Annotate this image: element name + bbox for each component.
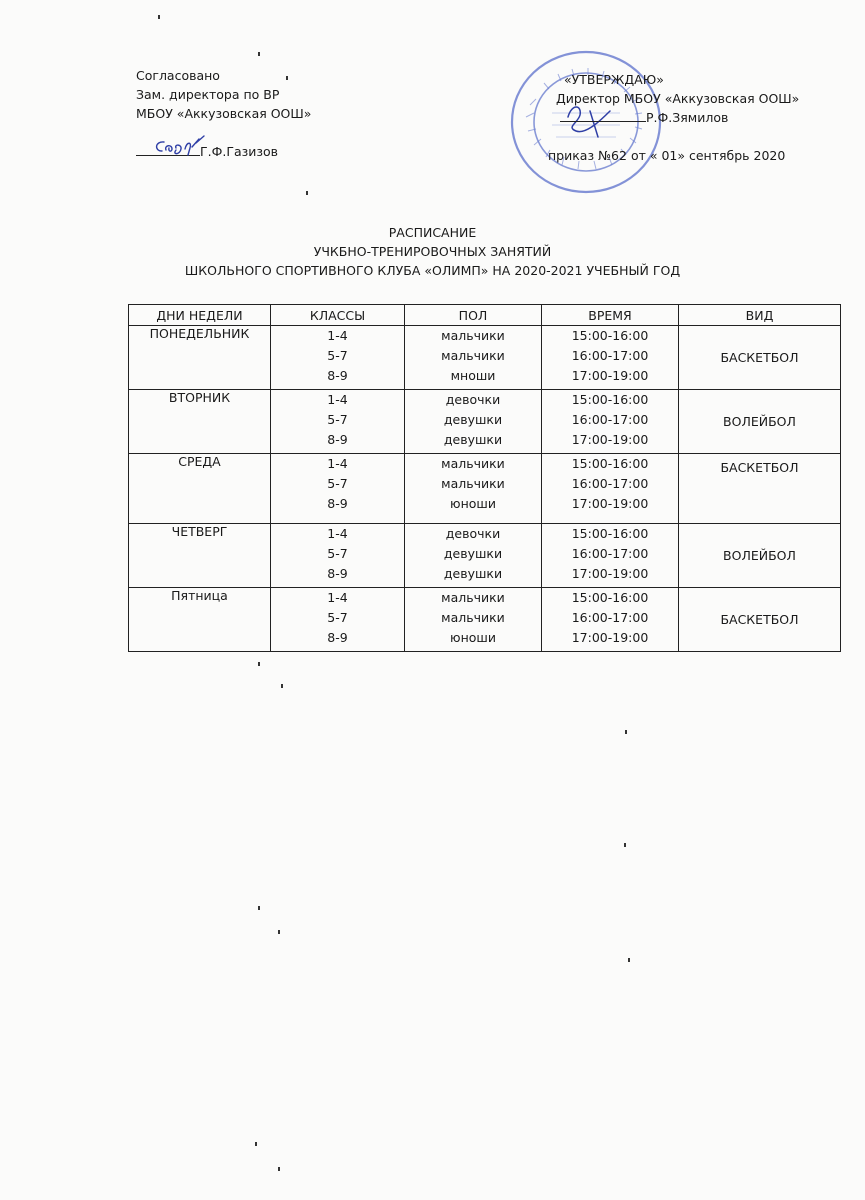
time-value: 15:00-16:00 <box>571 456 649 471</box>
class-value: 1-4 <box>327 328 348 343</box>
class-value: 8-9 <box>327 432 348 447</box>
scan-speck <box>625 730 627 734</box>
class-value: 1-4 <box>327 456 348 471</box>
scan-speck <box>278 1167 280 1171</box>
approval-right-position: Директор МБОУ «Аккузовская ООШ» <box>556 91 800 106</box>
title-line-1: РАСПИСАНИЕ <box>388 225 477 240</box>
approval-right-signer: Р.Ф.Зямилов <box>646 110 729 125</box>
gender-cell <box>405 454 542 524</box>
header-time: ВРЕМЯ <box>542 305 679 326</box>
time-value: 15:00-16:00 <box>571 328 649 343</box>
class-value: 8-9 <box>327 368 348 383</box>
table-row <box>129 390 841 454</box>
header-classes: КЛАССЫ <box>271 305 405 326</box>
time-cell <box>542 390 679 454</box>
gender-value: мальчики <box>441 348 505 363</box>
table-row <box>129 524 841 588</box>
class-value: 5-7 <box>327 348 348 363</box>
approval-left-position: Зам. директора по ВР <box>136 87 280 102</box>
class-value: 1-4 <box>327 590 348 605</box>
approval-left-organization: МБОУ «Аккузовская ООШ» <box>136 106 312 121</box>
class-value: 5-7 <box>327 412 348 427</box>
gender-cell <box>405 524 542 588</box>
time-cell <box>542 326 679 390</box>
signature-underline <box>560 108 646 122</box>
gender-value: мальчики <box>441 476 505 491</box>
sport-cell: ВОЛЕЙБОЛ <box>679 390 841 454</box>
scan-speck <box>286 76 288 80</box>
time-value: 17:00-19:00 <box>571 566 649 581</box>
class-value: 1-4 <box>327 526 348 541</box>
scan-speck <box>628 958 630 962</box>
class-value: 5-7 <box>327 546 348 561</box>
time-cell <box>542 454 679 524</box>
table-row <box>129 588 841 652</box>
approval-left-heading: Согласовано <box>136 68 220 83</box>
classes-cell <box>271 524 405 588</box>
class-value: 8-9 <box>327 496 348 511</box>
table-header-row <box>129 305 841 326</box>
time-value: 17:00-19:00 <box>571 432 649 447</box>
scan-speck <box>258 906 260 910</box>
gender-value: девочки <box>445 392 501 407</box>
gender-value: юноши <box>450 630 496 645</box>
gender-value: девушки <box>443 566 503 581</box>
header-sport: ВИД <box>679 305 841 326</box>
approval-left-signer: Г.Ф.Газизов <box>200 144 279 159</box>
table-row <box>129 454 841 524</box>
header-gender: ПОЛ <box>405 305 542 326</box>
gender-value: девушки <box>443 412 503 427</box>
gender-value: мальчики <box>441 328 505 343</box>
time-value: 17:00-19:00 <box>571 368 649 383</box>
gender-value: девушки <box>443 432 503 447</box>
time-value: 16:00-17:00 <box>571 412 649 427</box>
scan-speck <box>158 15 160 19</box>
sport-cell: БАСКЕТБОЛ <box>679 326 841 390</box>
scan-speck <box>255 1142 257 1146</box>
gender-value: мальчики <box>441 610 505 625</box>
class-value: 5-7 <box>327 476 348 491</box>
sport-cell: ВОЛЕЙБОЛ <box>679 524 841 588</box>
day-cell: СРЕДА <box>129 454 271 524</box>
time-value: 17:00-19:00 <box>571 630 649 645</box>
gender-value: девочки <box>445 526 501 541</box>
day-cell: ВТОРНИК <box>129 390 271 454</box>
classes-cell <box>271 390 405 454</box>
gender-cell <box>405 588 542 652</box>
gender-value: мальчики <box>441 456 505 471</box>
table-row <box>129 326 841 390</box>
gender-cell <box>405 390 542 454</box>
schedule-table <box>128 304 841 652</box>
title-line-3: ШКОЛЬНОГО СПОРТИВНОГО КЛУБА «ОЛИМП» НА 2020-2021 УЧЕБНЫЙ ГОД <box>184 263 681 278</box>
time-value: 15:00-16:00 <box>571 526 649 541</box>
classes-cell <box>271 588 405 652</box>
time-value: 16:00-17:00 <box>571 546 649 561</box>
classes-cell <box>271 454 405 524</box>
document-title <box>0 223 865 280</box>
time-value: 15:00-16:00 <box>571 590 649 605</box>
gender-value: девушки <box>443 546 503 561</box>
time-cell <box>542 588 679 652</box>
left-signature-icon <box>152 133 214 159</box>
day-cell: ЧЕТВЕРГ <box>129 524 271 588</box>
scan-speck <box>258 52 260 56</box>
scan-speck <box>278 930 280 934</box>
approval-right-block <box>540 70 799 165</box>
scan-speck <box>258 662 260 666</box>
day-cell: ПОНЕДЕЛЬНИК <box>129 326 271 390</box>
class-value: 8-9 <box>327 630 348 645</box>
gender-value: юноши <box>450 496 496 511</box>
time-value: 15:00-16:00 <box>571 392 649 407</box>
day-cell: Пятница <box>129 588 271 652</box>
scan-speck <box>624 843 626 847</box>
approval-right-heading: «УТВЕРЖДАЮ» <box>564 72 664 87</box>
class-value: 1-4 <box>327 392 348 407</box>
sport-cell: БАСКЕТБОЛ <box>679 588 841 652</box>
gender-cell <box>405 326 542 390</box>
time-value: 17:00-19:00 <box>571 496 649 511</box>
approval-right-order: приказ №62 от « 01» сентябрь 2020 <box>548 148 786 163</box>
gender-value: мальчики <box>441 590 505 605</box>
scan-speck <box>281 684 283 688</box>
time-value: 16:00-17:00 <box>571 476 649 491</box>
class-value: 5-7 <box>327 610 348 625</box>
time-value: 16:00-17:00 <box>571 348 649 363</box>
sport-cell: БАСКЕТБОЛ <box>679 454 841 524</box>
classes-cell <box>271 326 405 390</box>
title-line-2: УЧКБНО-ТРЕНИРОВОЧНЫХ ЗАНЯТИЙ <box>313 244 552 259</box>
gender-value: мноши <box>450 368 496 383</box>
header-days: ДНИ НЕДЕЛИ <box>129 305 271 326</box>
approval-right-signature-line <box>540 108 799 127</box>
class-value: 8-9 <box>327 566 348 581</box>
scan-speck <box>306 191 308 195</box>
time-cell <box>542 524 679 588</box>
time-value: 16:00-17:00 <box>571 610 649 625</box>
